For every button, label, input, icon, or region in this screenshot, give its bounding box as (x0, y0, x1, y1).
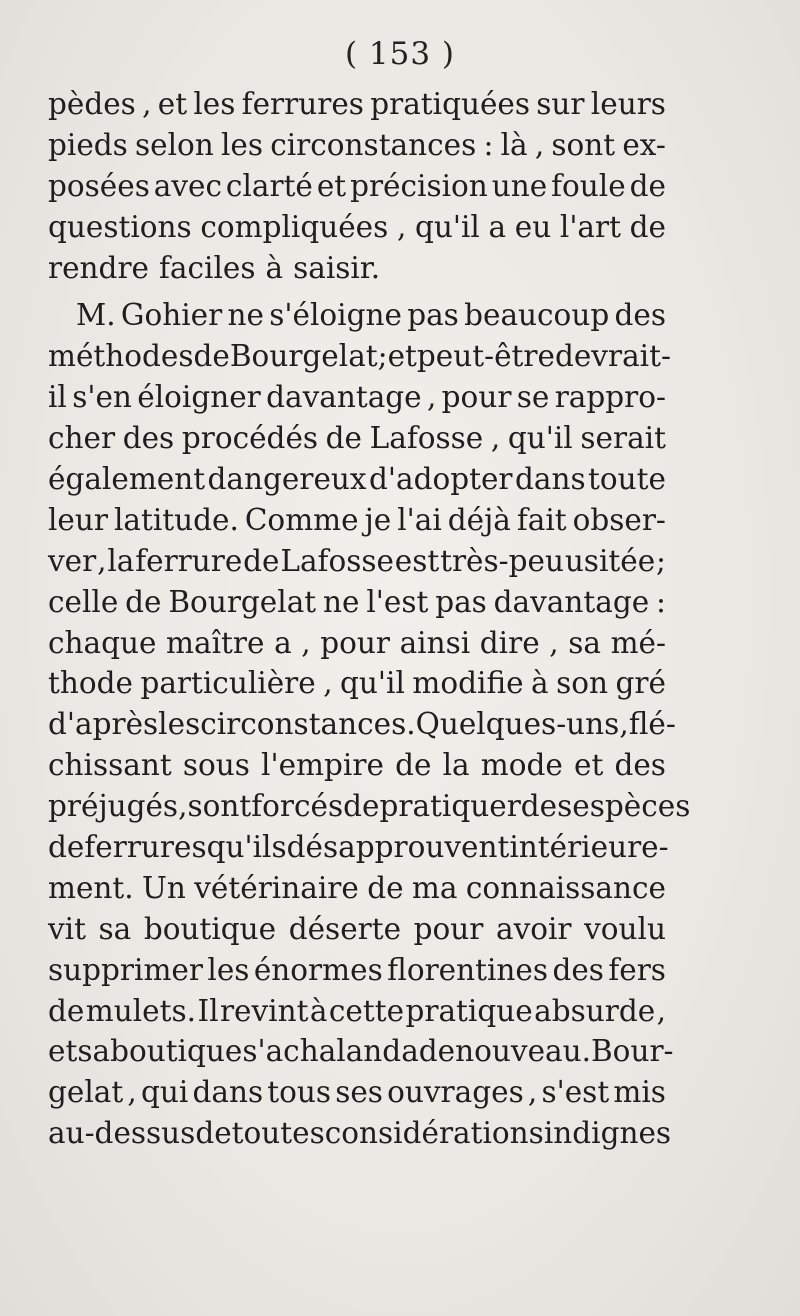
word: , (534, 127, 545, 162)
word: de (418, 1034, 456, 1069)
word: très-peu (440, 543, 564, 578)
word: les (220, 127, 264, 162)
word: thode (48, 666, 133, 701)
word: pieds (48, 127, 128, 162)
word: , (619, 707, 629, 742)
paragraph (48, 295, 691, 1154)
word: Il (197, 993, 219, 1028)
word: faciles (159, 250, 256, 285)
word: avec (153, 168, 222, 203)
word: Lafosse (280, 543, 394, 578)
word: et (48, 1034, 78, 1069)
word: : (483, 127, 494, 162)
word: de (629, 209, 666, 244)
word: qu'il (414, 209, 480, 244)
text-line (48, 295, 666, 336)
word: ex- (622, 127, 666, 162)
word: s'est (541, 1075, 610, 1110)
word: nouveau. (455, 1034, 591, 1069)
word: chissant (48, 748, 172, 783)
word: selon (135, 127, 214, 162)
word: davantage (493, 584, 650, 619)
word: s'en (72, 380, 132, 415)
paragraph (48, 84, 666, 288)
word: de (195, 1116, 232, 1151)
text-line (48, 950, 666, 991)
word: sa (98, 911, 132, 946)
text-line (48, 377, 666, 418)
word: dans (192, 1075, 264, 1110)
word: son (556, 666, 609, 701)
text-line (48, 207, 666, 248)
text-line (48, 84, 666, 125)
text-line (48, 1113, 672, 1154)
word: eu (514, 209, 552, 244)
word: avoir (495, 911, 572, 946)
word: chaque (48, 625, 157, 660)
word: également (48, 462, 206, 497)
word: des (520, 789, 573, 824)
text-line (48, 418, 666, 459)
word: revint (219, 993, 309, 1028)
word: tous (267, 1075, 332, 1110)
word: , (549, 625, 559, 660)
word: des (614, 298, 666, 333)
word: : (656, 584, 666, 619)
word: , (301, 625, 311, 660)
word: de (48, 830, 85, 865)
word: au-dessus (48, 1116, 196, 1151)
word: foule (551, 168, 626, 203)
word: rappro- (554, 380, 666, 415)
word: saisir. (293, 250, 381, 285)
word: , (490, 421, 501, 456)
word: Bourgelat (229, 339, 378, 374)
text-line (48, 582, 666, 623)
word: ma (411, 870, 458, 905)
word: pèdes (48, 87, 136, 121)
word: se (516, 380, 550, 415)
word: des (122, 421, 175, 456)
word: posées (48, 168, 150, 203)
word: a (488, 209, 507, 244)
word: ainsi (399, 625, 471, 660)
word: d'adopter (369, 462, 513, 497)
word: , (127, 1075, 137, 1110)
word: cher (48, 421, 116, 456)
word: boutique (143, 911, 277, 946)
text-line (48, 500, 666, 541)
word: , (97, 543, 107, 578)
word: et (387, 339, 417, 374)
word: des (614, 748, 666, 783)
word: les (193, 87, 236, 121)
word: pratiquer (379, 789, 521, 824)
word: procédés (181, 421, 319, 456)
word: ferrures (241, 87, 364, 121)
word: serait (580, 421, 666, 456)
text-line (48, 745, 666, 786)
word: mis (613, 1075, 666, 1110)
word: , (527, 1075, 538, 1110)
paragraph-gap (48, 288, 666, 295)
word: , (178, 789, 188, 824)
word: sa (568, 625, 601, 660)
word: pas (435, 584, 487, 619)
word: dire (479, 625, 540, 660)
text-line (48, 459, 666, 500)
word: Lafosse (369, 421, 484, 456)
word: toutes (231, 1116, 325, 1151)
text-line (48, 991, 666, 1032)
word: déjà (447, 502, 511, 537)
word: supprimer (48, 952, 203, 987)
word: leur (48, 502, 108, 537)
word: pour (413, 911, 484, 946)
word: qui (140, 1075, 189, 1110)
word: d'après (48, 707, 159, 742)
word: sont (187, 789, 252, 824)
word: sont (551, 127, 616, 162)
word: , (396, 209, 407, 244)
word: de (343, 789, 380, 824)
word: ouvrages (387, 1075, 524, 1110)
word: ne (323, 584, 360, 619)
word: ferrure (135, 543, 243, 578)
word: vit (48, 911, 86, 946)
word: absurde (534, 993, 656, 1028)
word: de (325, 421, 363, 456)
text-line (48, 827, 669, 868)
word: qu'il (507, 421, 573, 456)
word: circonstances (270, 127, 477, 162)
word: boutique (110, 1034, 243, 1069)
word: pour (441, 380, 512, 415)
word: M. (76, 298, 116, 333)
word: les (158, 707, 201, 742)
text-line (48, 786, 691, 827)
word: je (364, 502, 392, 537)
word: désapprouvent (286, 830, 510, 865)
word: , (142, 87, 152, 121)
word: Bour- (591, 1034, 674, 1069)
word: flé- (628, 707, 676, 742)
word: florentines (387, 952, 549, 987)
word: et (316, 168, 347, 203)
text-line (48, 125, 666, 166)
word: questions (48, 209, 192, 244)
word: pas (407, 298, 459, 333)
word: qu'ils (206, 830, 287, 865)
word: , (426, 380, 437, 415)
word: l'empire (261, 748, 384, 783)
word: de (125, 584, 162, 619)
word: ; (656, 543, 666, 578)
word: méthodes (48, 339, 194, 374)
word: espèces (572, 789, 691, 824)
word: à (309, 993, 328, 1028)
word: Un (142, 870, 186, 905)
word: latitude. (113, 502, 239, 537)
word: de (629, 168, 666, 203)
word: ne (227, 298, 264, 333)
text-line (48, 541, 666, 582)
word: et (573, 748, 604, 783)
word: intérieure- (509, 830, 669, 865)
word: gelat (48, 1075, 124, 1110)
word: forcés (251, 789, 344, 824)
word: s'éloigne (269, 298, 402, 333)
word: sous (182, 748, 250, 783)
word: de (193, 339, 230, 374)
word: toute (588, 462, 666, 497)
text-line (48, 1072, 666, 1113)
word: rendre (48, 250, 150, 285)
word: dans (514, 462, 586, 497)
word: sur (536, 87, 585, 121)
word: mulets. (85, 993, 197, 1028)
word: sa (77, 1034, 111, 1069)
word: à (265, 250, 284, 285)
word: une (491, 168, 548, 203)
word: usitée (564, 543, 656, 578)
word: l'ai (397, 502, 442, 537)
word: connaissance (465, 870, 666, 905)
word: l'est (366, 584, 429, 619)
word: fait (516, 502, 567, 537)
text-line (48, 623, 666, 664)
word: compliquées (200, 209, 389, 244)
word: énormes (253, 952, 383, 987)
text-line (48, 1031, 674, 1072)
word: des (552, 952, 604, 987)
word: la (107, 543, 135, 578)
word: qu'il (340, 666, 405, 701)
text-line (48, 663, 666, 704)
word: mode (480, 748, 563, 783)
word: modifie (412, 666, 524, 701)
word: Gohier (120, 298, 223, 333)
word: ses (335, 1075, 383, 1110)
word: considérations (324, 1116, 544, 1151)
word: dangereux (207, 462, 367, 497)
word: ferrures (84, 830, 207, 865)
body-text (48, 84, 691, 1154)
word: de (367, 870, 404, 905)
word: maître (166, 625, 265, 660)
word: particulière (140, 666, 316, 701)
word: déserte (288, 911, 402, 946)
word: Comme (244, 502, 359, 537)
word: mé- (610, 625, 666, 660)
word: leurs (590, 87, 666, 121)
word: gré (615, 666, 666, 701)
text-line (48, 704, 676, 745)
word: indignes (543, 1116, 672, 1151)
word: il (48, 380, 67, 415)
word: , (323, 666, 333, 701)
word: celle (48, 584, 119, 619)
word: ; (377, 339, 388, 374)
word: vétérinaire (194, 870, 359, 905)
word: la (442, 748, 470, 783)
word: et (157, 87, 188, 121)
word: , (656, 993, 666, 1028)
word: circonstances. (200, 707, 416, 742)
word: Quelques-uns (415, 707, 620, 742)
word: précision (350, 168, 488, 203)
text-line (48, 909, 666, 950)
word: obser- (572, 502, 666, 537)
word: fers (608, 952, 666, 987)
word: éloigner (137, 380, 261, 415)
text-line (48, 336, 671, 377)
word: pratiquées (370, 87, 531, 121)
word: à (531, 666, 549, 701)
word: de (48, 993, 85, 1028)
word: a (274, 625, 292, 660)
word: est (394, 543, 440, 578)
word: ver (48, 543, 97, 578)
word: là (500, 127, 528, 162)
word: cette (328, 993, 405, 1028)
word: pour (320, 625, 390, 660)
word: les (207, 952, 250, 987)
word: l'art (559, 209, 621, 244)
word: de (395, 748, 432, 783)
word: davantage (266, 380, 422, 415)
word: ment. (48, 870, 134, 905)
text-line (48, 868, 666, 909)
word: de (243, 543, 280, 578)
word: préjugés (48, 789, 179, 824)
page-number: ( 153 ) (344, 36, 456, 72)
word: s'achalanda (242, 1034, 419, 1069)
word: clarté (225, 168, 313, 203)
word: pratique (405, 993, 533, 1028)
text-line (48, 166, 666, 207)
word: Bourgelat (168, 584, 317, 619)
word: devrait- (554, 339, 671, 374)
word: beaucoup (464, 298, 610, 333)
word: peut-être (416, 339, 555, 374)
word: voulu (584, 911, 666, 946)
text-line (48, 248, 666, 289)
